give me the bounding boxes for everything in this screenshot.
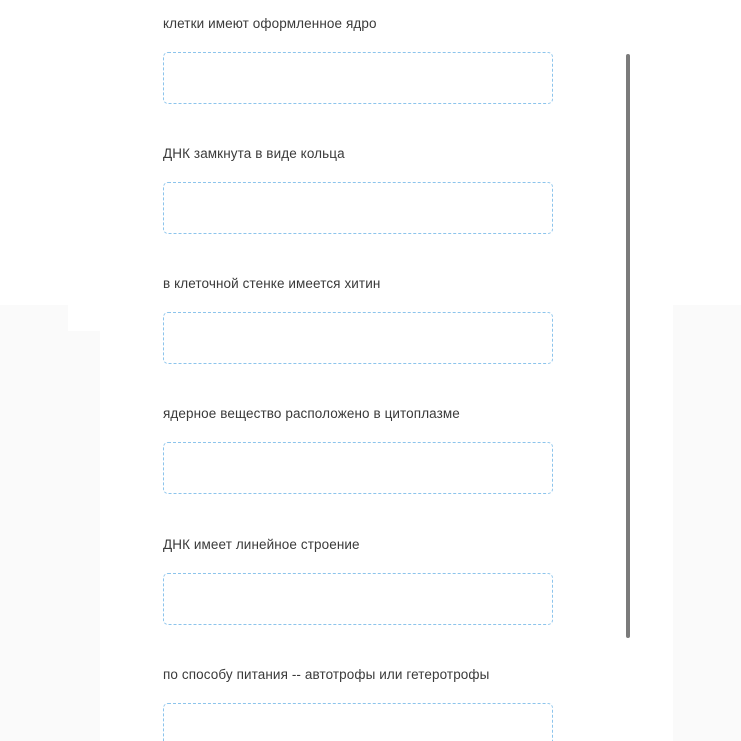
answer-drop-zone[interactable]	[163, 573, 553, 625]
answer-drop-zone[interactable]	[163, 312, 553, 364]
answer-drop-zone[interactable]	[163, 52, 553, 104]
scrollbar[interactable]	[626, 54, 630, 638]
question-label: клетки имеют оформленное ядро	[163, 16, 377, 31]
question-label: ядерное вещество расположено в цитоплазме	[163, 406, 460, 421]
answer-drop-zone[interactable]	[163, 703, 553, 741]
question-label: ДНК замкнута в виде кольца	[163, 146, 345, 161]
answer-drop-zone[interactable]	[163, 442, 553, 494]
answer-drop-zone[interactable]	[163, 182, 553, 234]
question-label: в клеточной стенке имеется хитин	[163, 276, 381, 291]
scrollbar-thumb[interactable]	[626, 54, 630, 638]
question-label: по способу питания -- автотрофы или гетеротрофы	[163, 667, 490, 682]
question-label: ДНК имеет линейное строение	[163, 537, 360, 552]
